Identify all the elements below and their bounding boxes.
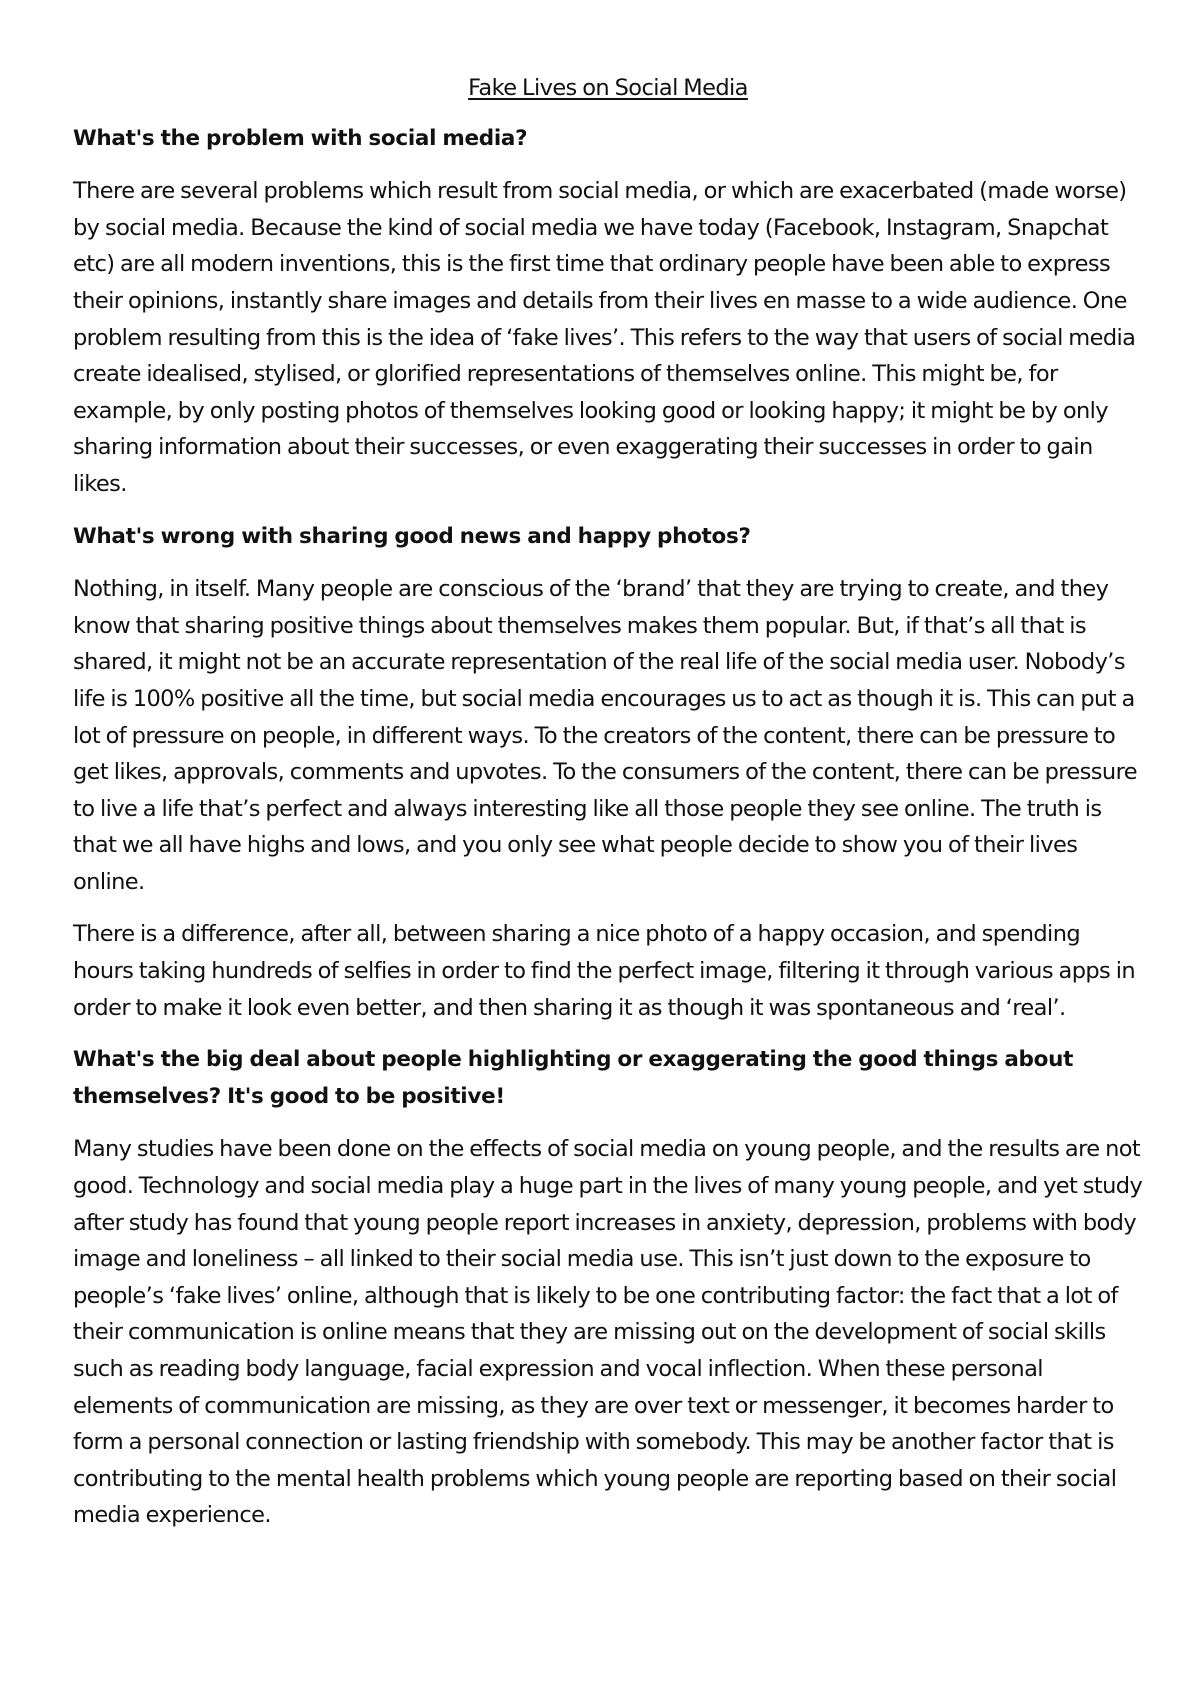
document-page: [73, 70, 1143, 1550]
section-heading: What's the problem with social media?: [73, 125, 528, 151]
section-heading: What's the big deal about people highlighting or exaggerating the good things about themselves? It's good to be positive!: [73, 1047, 1074, 1109]
body-paragraph: Many studies have been done on the effects of social media on young people, and the results are not good. Technology and social media play a huge part in the lives of many young people, and yet study after study has found that young people report increases in anxiety, depression, problems with body image and loneliness – all linked to their social media use. This isn’t just down to the exposure to people’s ‘fake lives’ online, although that is likely to be one contributing factor: the fact that a lot of their communication is online means that they are missing out on the development of social skills such as reading body language, facial expression and vocal inflection. When these personal elements of communication are missing, as they are over text or messenger, it becomes harder to form a personal connection or lasting friendship with somebody. This may be another factor that is contributing to the mental health problems which young people are reporting based on their social media experience.: [73, 1136, 1143, 1529]
document-title: Fake Lives on Social Media: [468, 75, 748, 101]
body-paragraph: Nothing, in itself. Many people are conscious of the ‘brand’ that they are trying to create, and they know that sharing positive things about themselves makes them popular. But, if that’s all that is shared, it might not be an accurate representation of the real life of the social media user. Nobody’s life is 100% positive all the time, but social media encourages us to act as though it is. This can put a lot of pressure on people, in different ways. To the creators of the content, there can be pressure to get likes, approvals, comments and upvotes. To the consumers of the content, there can be pressure to live a life that’s perfect and always interesting like all those people they see online. The truth is that we all have highs and lows, and you only see what people decide to show you of their lives online.: [73, 576, 1137, 895]
section-heading: What's wrong with sharing good news and happy photos?: [73, 523, 751, 549]
body-paragraph: There is a difference, after all, between sharing a nice photo of a happy occasion, and spending hours taking hundreds of selfies in order to find the perfect image, filtering it through various apps in order to make it look even better, and then sharing it as though it was spontaneous and ‘real’.: [73, 921, 1136, 1021]
body-paragraph: There are several problems which result from social media, or which are exacerbated (made worse) by social media. Because the kind of social media we have today (Facebook, Instagram, Snapchat etc) are all modern inventions, this is the first time that ordinary people have been able to express their opinions, instantly share images and details from their lives en masse to a wide audience. One problem resulting from this is the idea of ‘fake lives’. This refers to the way that users of social media create idealised, stylised, or glorified representations of themselves online. This might be, for example, by only posting photos of themselves looking good or looking happy; it might be by only sharing information about their successes, or even exaggerating their successes in order to gain likes.: [73, 178, 1136, 497]
